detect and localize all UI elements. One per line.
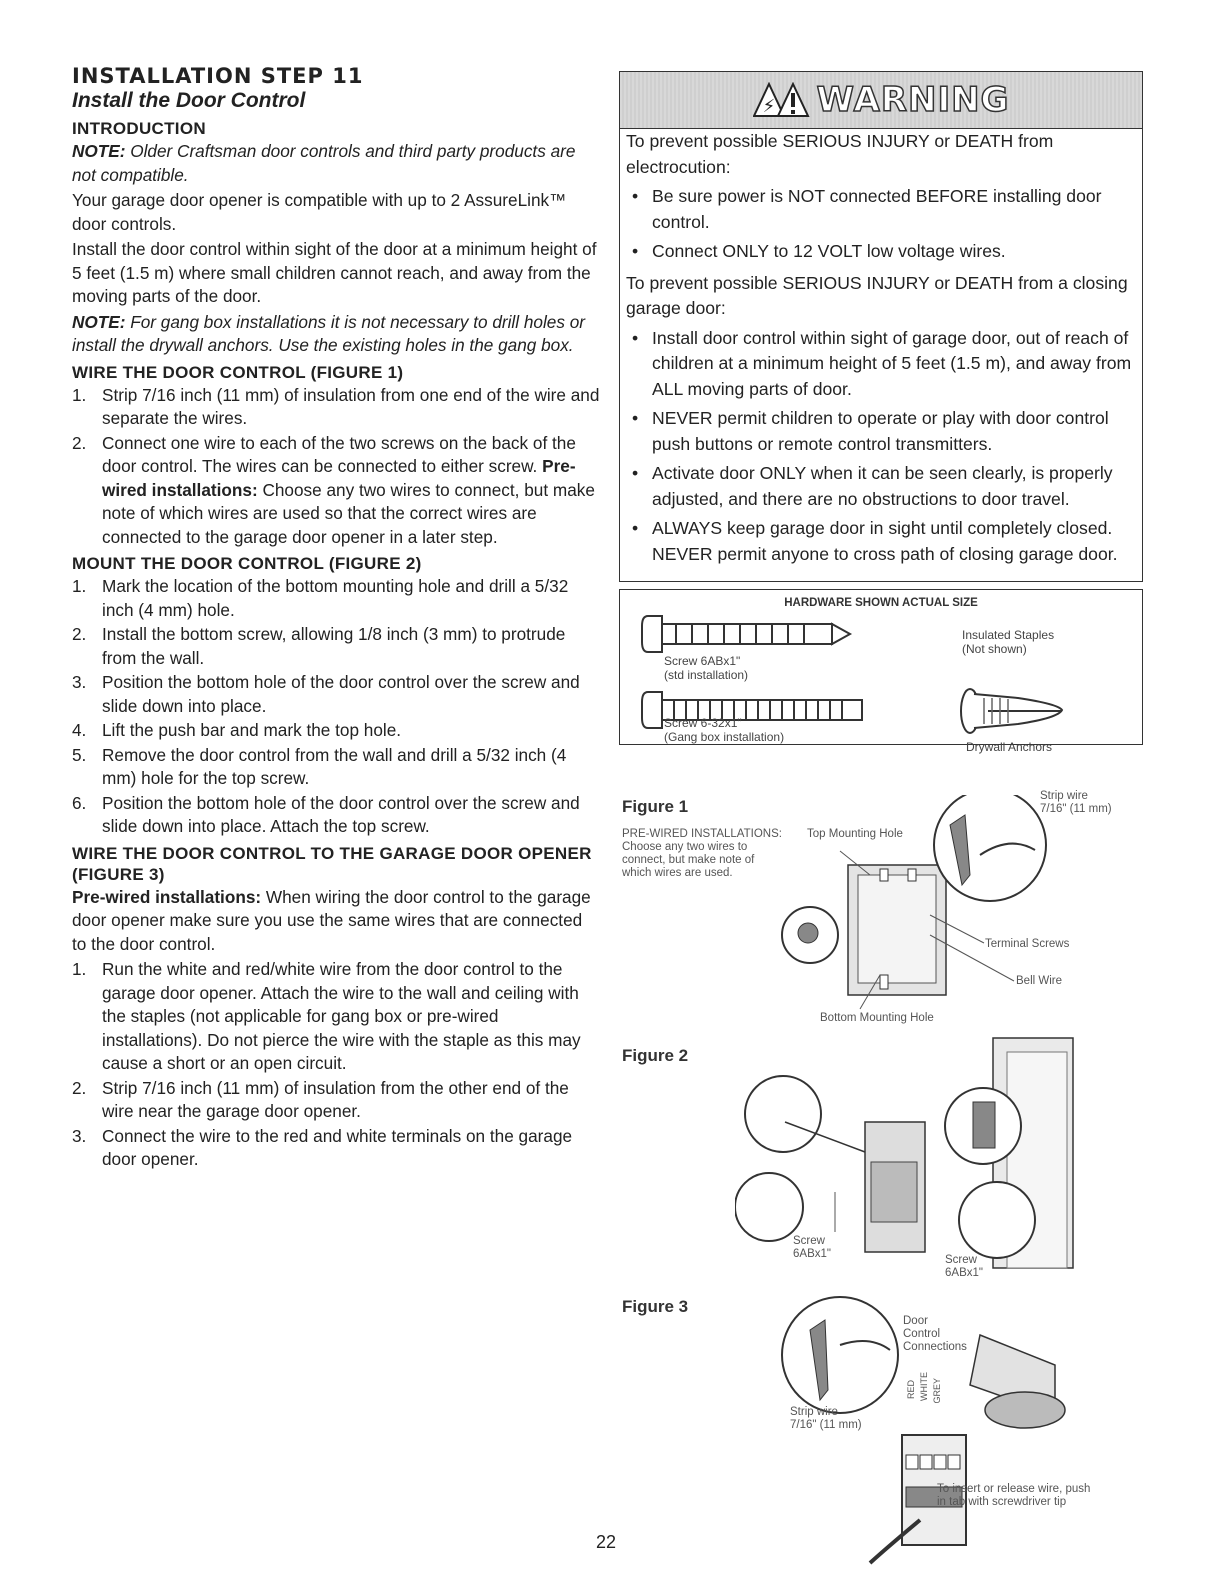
opener-steps bbox=[72, 958, 600, 1172]
fig3-strip-label: Strip wire 7/16" (11 mm) bbox=[790, 1406, 862, 1431]
list-item: • Connect ONLY to 12 VOLT low voltage wires. bbox=[626, 239, 1136, 265]
list-item: 5. Remove the door control from the wall and drill a 5/32 inch (4 mm) hole for the top screw. bbox=[72, 744, 567, 788]
list-item: 3. Connect the wire to the red and white terminals on the garage door opener. bbox=[72, 1125, 573, 1169]
list-item: • ALWAYS keep garage door in sight until completely closed. NEVER permit anyone to cross path of closing garage door. bbox=[626, 516, 1136, 567]
mount-heading: MOUNT THE DOOR CONTROL (FIGURE 2) bbox=[72, 554, 422, 573]
fig1-top-hole-label: Top Mounting Hole bbox=[807, 828, 903, 840]
svg-text:⚡: ⚡ bbox=[762, 96, 775, 117]
fig1-prewired-note: PRE-WIRED INSTALLATIONS: Choose any two wires to connect, but make note of which wires are used. bbox=[622, 828, 782, 879]
list-item: 1. Run the white and red/white wire from the door control to the garage door opener. Attach the wire to the wall and ceiling with the staples (not applicable for gang box or pre-wired installations). Do not pierce the wire with the staple as this may cause a short or an open circuit. bbox=[72, 959, 581, 1073]
screw-6abx1-icon bbox=[640, 612, 870, 656]
intro-note2: NOTE: For gang box installations it is not necessary to drill holes or install the drywall anchors. Use the existing holes in the gang box. bbox=[72, 311, 585, 355]
screw1-label: Screw 6ABx1" (std installation) bbox=[664, 654, 749, 682]
figure2-label: Figure 2 bbox=[622, 1046, 689, 1065]
intro-note1: NOTE: Older Craftsman door controls and third party products are not compatible. bbox=[72, 141, 576, 185]
warning-intro2: To prevent possible SERIOUS INJURY or DEATH from a closing garage door: bbox=[626, 272, 1128, 318]
figure1-illustration bbox=[780, 795, 1070, 1015]
warning-box bbox=[619, 71, 1143, 582]
staples-label: Insulated Staples (Not shown) bbox=[962, 628, 1055, 656]
list-item: 4. Lift the push bar and mark the top hole. bbox=[72, 720, 402, 740]
list-item: • Install door control within sight of garage door, out of reach of children at a minimum height of 5 feet (1.5 m), and away from ALL moving parts of door. bbox=[626, 326, 1136, 403]
anchors-label: Drywall Anchors bbox=[966, 740, 1053, 754]
figure1-label: Figure 1 bbox=[622, 797, 689, 816]
list-item: 2. Connect one wire to each of the two screws on the back of the door control. The wires can be connected to either screw. Pre-wired installations: Choose any two wires to connect, but make note of which wires are used so that the correct wires are connected to the garage door opener in a later step. bbox=[72, 432, 595, 547]
hardware-box bbox=[619, 589, 1143, 754]
left-column bbox=[72, 64, 600, 1173]
fig3-insert-label: To insert or release wire, push in tab with screwdriver tip bbox=[937, 1483, 1091, 1508]
warning-triangle-icon bbox=[753, 82, 811, 118]
step-title: INSTALLATION STEP 11 bbox=[72, 64, 364, 88]
list-item: 2. Strip 7/16 inch (11 mm) of insulation from the other end of the wire near the garage door opener. bbox=[72, 1077, 569, 1121]
page-number: 22 bbox=[596, 1532, 617, 1552]
list-item: • Activate door ONLY when it can be seen clearly, is properly adjusted, and there are no obstructions to door travel. bbox=[626, 461, 1136, 512]
fig1-bell-label: Bell Wire bbox=[1016, 975, 1063, 987]
warning-list1 bbox=[626, 184, 1136, 265]
wire-steps bbox=[72, 384, 600, 550]
list-item: 1. Strip 7/16 inch (11 mm) of insulation from one end of the wire and separate the wires. bbox=[72, 384, 600, 428]
fig1-strip-label: Strip wire 7/16" (11 mm) bbox=[1040, 790, 1112, 815]
fig1-terminal-label: Terminal Screws bbox=[985, 938, 1070, 950]
list-item: 6. Position the bottom hole of the door control over the screw and slide down into place. Attach the top screw. bbox=[72, 792, 580, 836]
hardware-title: HARDWARE SHOWN ACTUAL SIZE bbox=[784, 597, 978, 609]
fig2-screw-b-label: Screw 6ABx1" bbox=[945, 1254, 983, 1279]
list-item: • Be sure power is NOT connected BEFORE installing door control. bbox=[626, 184, 1136, 235]
warning-body bbox=[620, 129, 1142, 567]
warning-intro1: To prevent possible SERIOUS INJURY or DEATH from electrocution: bbox=[626, 131, 1054, 177]
intro-para1: Your garage door opener is compatible with up to 2 AssureLink™ door controls. bbox=[72, 190, 567, 234]
list-item: 3. Position the bottom hole of the door control over the screw and slide down into place. bbox=[72, 672, 580, 716]
fig3-white-label: WHITE bbox=[919, 1372, 929, 1401]
fig3-red-label: RED bbox=[906, 1380, 916, 1400]
fig3-door-label: Door Control Connections bbox=[903, 1315, 967, 1353]
wire-heading: WIRE THE DOOR CONTROL (FIGURE 1) bbox=[72, 362, 404, 382]
intro-para2: Install the door control within sight of the door at a minimum height of 5 feet (1.5 m) where small children cannot reach, and away from the moving parts of the door. bbox=[72, 239, 597, 306]
screw2-label: Screw 6-32x1" (Gang box installation) bbox=[664, 716, 785, 744]
fig1-bottom-hole-label: Bottom Mounting Hole bbox=[820, 1012, 934, 1024]
warning-header bbox=[620, 72, 1142, 129]
opener-heading: WIRE THE DOOR CONTROL TO THE GARAGE DOOR OPENER (FIGURE 3) bbox=[72, 843, 592, 884]
drywall-anchor-icon bbox=[958, 686, 1068, 736]
intro-heading: INTRODUCTION bbox=[72, 119, 206, 138]
fig2-screw-a-label: Screw 6ABx1" bbox=[793, 1235, 831, 1260]
list-item: 2. Install the bottom screw, allowing 1/8 inch (3 mm) to protrude from the wall. bbox=[72, 624, 566, 668]
figure2-illustration bbox=[735, 1032, 1075, 1272]
step-subtitle: Install the Door Control bbox=[72, 89, 306, 112]
mount-steps bbox=[72, 575, 600, 839]
figure3-label: Figure 3 bbox=[622, 1297, 689, 1316]
list-item: 1. Mark the location of the bottom mounting hole and drill a 5/32 inch (4 mm) hole. bbox=[72, 576, 569, 620]
list-item: • NEVER permit children to operate or play with door control push buttons or remote control transmitters. bbox=[626, 406, 1136, 457]
warning-list2 bbox=[626, 326, 1136, 568]
warning-title: WARNING bbox=[816, 80, 1010, 120]
opener-pre: Pre-wired installations: When wiring the door control to the garage door opener make sure you use the same wires that are connected to the door control. bbox=[72, 886, 591, 954]
fig3-grey-label: GREY bbox=[932, 1378, 942, 1404]
